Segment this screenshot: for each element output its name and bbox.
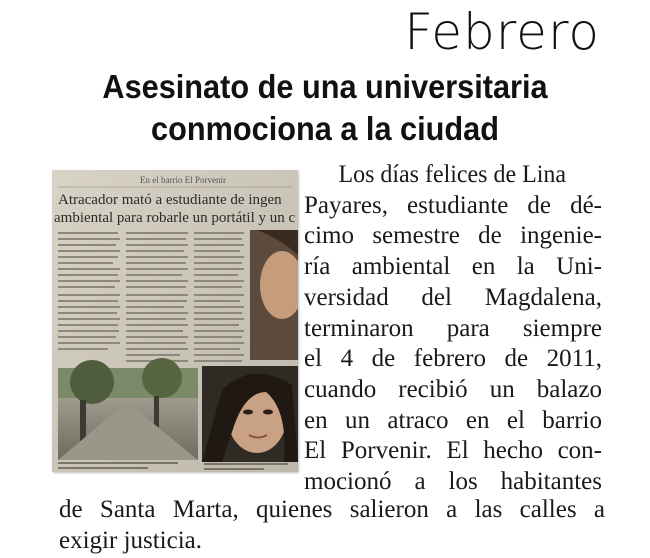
headline xyxy=(60,66,590,150)
article-line: el 4 de febrero de 2011, xyxy=(304,345,602,373)
article-line: ría ambiental en la Uni- xyxy=(304,253,602,281)
article-line: cuando recibió un balazo xyxy=(304,375,602,403)
clipping-illustration xyxy=(52,170,298,472)
article-line: mocionó a los habitantes xyxy=(304,468,602,496)
article-line: Payares, estudiante de dé- xyxy=(304,191,602,219)
article-line: en un atraco en el barrio xyxy=(304,406,602,434)
clipping-section: En el barrio El Porvenir xyxy=(140,175,226,185)
article-line: El Porvenir. El hecho con- xyxy=(304,437,602,465)
article-line: versidad del Magdalena, xyxy=(304,283,602,311)
clipping-headline-1: Atracador mató a estudiante de ingen xyxy=(58,192,282,208)
article-line: Los días felices de Lina xyxy=(338,161,566,188)
clipping-headline-2: ambiental para robarle un portátil y un c xyxy=(54,210,296,226)
headline-line-1: Asesinato de una universitaria xyxy=(102,68,548,105)
month-title: Febrero xyxy=(404,3,600,61)
article-line: exigir justicia. xyxy=(59,526,203,554)
article-body xyxy=(304,160,602,498)
article-line: de Santa Marta, quienes salieron a las calles a xyxy=(59,496,605,523)
article-line: cimo semestre de ingenie- xyxy=(304,222,602,250)
headline-line-2: conmociona a la ciudad xyxy=(151,110,499,147)
article-line: terminaron para siempre xyxy=(304,314,602,342)
article-body-continued xyxy=(59,495,605,556)
newspaper-clipping-photo xyxy=(52,170,298,472)
